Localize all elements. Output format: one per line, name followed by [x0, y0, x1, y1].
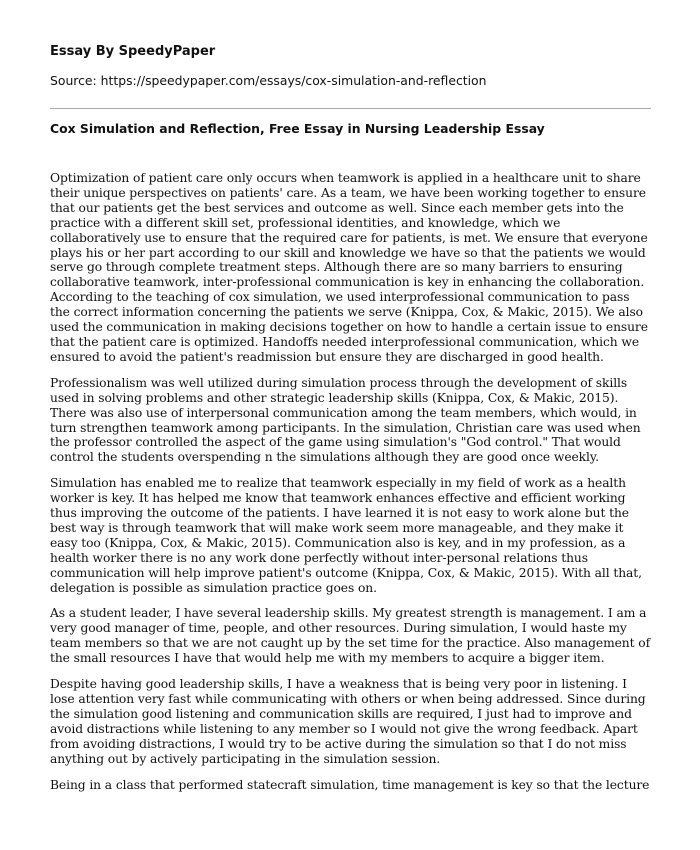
essay-paragraph: Despite having good leadership skills, I have a weakness that is being very poor in listening. I lose attention very fast while communicating with others or when being addressed. Since during the simulation good listening and communication skills are required, I just had to improve and avoid distractions while listening to any member so I would not give the wrong feedback. Apart from avoiding distractions, I would try to be active during the simulation so that I do not miss anything out by actively participating in the simulation session. [50, 677, 646, 766]
essay-paragraph: Professionalism was well utilized during simulation process through the development of skills used in solving problems and other strategic leadership skills (Knippa, Cox, & Makic, 2015). There was also use of interpersonal communication among the team members, which would, in turn strengthen teamwork among participants. In the simulation, Christian care was used when the professor controlled the aspect of the game using simulation's "God control." That would control the students overspending n the simulations although they are good once weekly. [50, 375, 641, 465]
site-title: Essay By SpeedyPaper [50, 44, 216, 59]
essay-title: Cox Simulation and Reflection, Free Essay in Nursing Leadership Essay [50, 121, 545, 136]
source-line: Source: https://speedypaper.com/essays/cox-simulation-and-reflection [50, 73, 487, 88]
essay-paragraph: As a student leader, I have several leadership skills. My greatest strength is management. I am a very good manager of time, people, and other resources. During simulation, I would haste my team members so that we are not caught up by the set time for the practice. Also management of the small resources I have that would help me with my members to acquire a bigger item. [50, 606, 651, 666]
essay-paragraph: Being in a class that performed statecraft simulation, time management is key so that the lecture [50, 777, 650, 792]
essay-paragraph: Simulation has enabled me to realize that teamwork especially in my field of work as a health worker is key. It has helped me know that teamwork enhances effective and efficient working thus improving the outcome of the patients. I have learned it is not easy to work alone but the best way is through teamwork that will make work seem more manageable, and they make it easy too (Knippa, Cox, & Makic, 2015). Communication also is key, and in my profession, as a health worker there is no any work done perfectly without inter-personal relations thus communication will help improve patient's outcome (Knippa, Cox, & Makic, 2015). With all that, delegation is possible as simulation practice goes on. [50, 476, 642, 595]
essay-body [50, 171, 651, 803]
header-divider [50, 108, 651, 109]
essay-paragraph: Optimization of patient care only occurs when teamwork is applied in a healthcare unit to share their unique perspectives on patients' care. As a team, we have been working together to ensure that our patients get the best services and outcome as well. Since each member gets into the practice with a different skill set, professional identities, and knowledge, which we collaboratively use to ensure that the required care for patients, is met. We ensure that everyone plays his or her part according to our skill and knowledge we have so that the patients we would serve go through complete treatment steps. Although there are so many barriers to ensuring collaborative teamwork, inter-professional communication is key in enhancing the collaboration. According to the teaching of cox simulation, we used interprofessional communication to pass the correct information concerning the patients we serve (Knippa, Cox, & Makic, 2015). We also used the communication in making decisions together on how to handle a certain issue to ensure that the patient care is optimized. Handoffs needed interprofessional communication, which we ensured to avoid the patient's readmission but ensure they are discharged in good health. [50, 171, 648, 364]
